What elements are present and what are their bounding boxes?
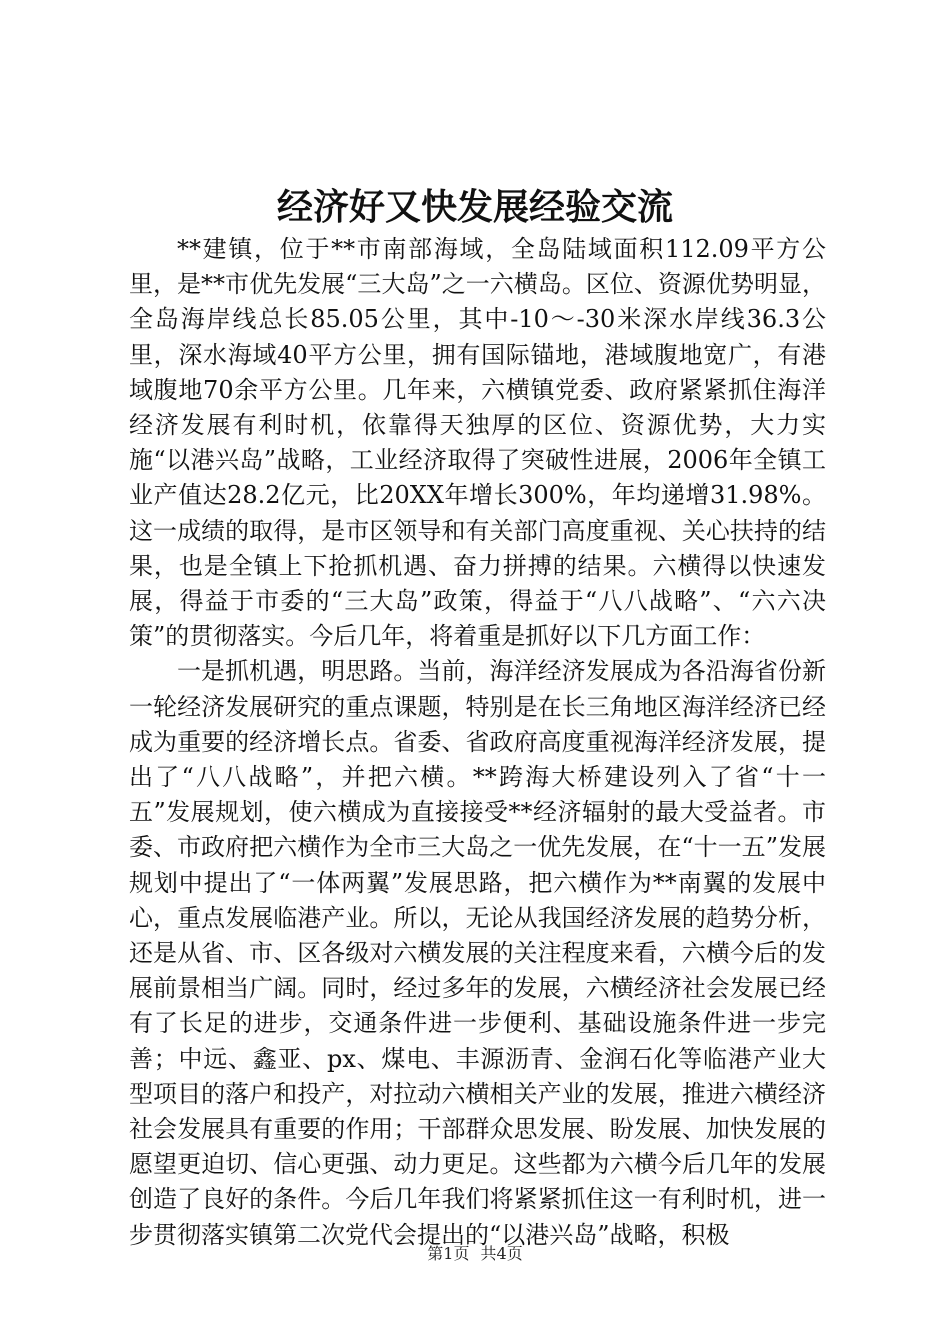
document-body bbox=[129, 232, 826, 1253]
page-number: 第1页 bbox=[427, 1244, 470, 1263]
paragraph: 一是抓机遇，明思路。当前，海洋经济发展成为各沿海省份新一轮经济发展研究的重点课题，特别是在长三角地区海洋经济已经成为重要的经济增长点。省委、省政府高度重视海洋经济发展，提出了“八八战略”，并把六横。**跨海大桥建设列入了省“十一五”发展规划，使六横成为直接接受**经济辐射的最大受益者。市委、市政府把六横作为全市三大岛之一优先发展，在“十一五”发展规划中提出了“一体两翼”发展思路，把六横作为**南翼的发展中心，重点发展临港产业。所以，无论从我国经济发展的趋势分析，还是从省、市、区各级对六横发展的关注程度来看，六横今后的发展前景相当广阔。同时，经过多年的发展，六横经济社会发展已经有了长足的进步，交通条件进一步便利、基础设施条件进一步完善；中远、鑫亚、px、煤电、丰源沥青、金润石化等临港产业大型项目的落户和投产，对拉动六横相关产业的发展，推进六横经济社会发展具有重要的作用；干部群众思发展、盼发展、加快发展的愿望更迫切、信心更强、动力更足。这些都为六横今后几年的发展创造了良好的条件。今后几年我们将紧紧抓住这一有利时机，进一步贯彻落实镇第二次党代会提出的“以港兴岛”战略，积极 bbox=[129, 657, 826, 1249]
page-footer bbox=[0, 1241, 950, 1264]
page-total: 共4页 bbox=[480, 1244, 523, 1263]
document-title: 经济好又快发展经验交流 bbox=[276, 186, 673, 228]
paragraph: **建镇，位于**市南部海域，全岛陆域面积112.09平方公里，是**市优先发展“三大岛”之一六横岛。区位、资源优势明显，全岛海岸线总长85.05公里，其中-10～-30米深水岸线36.3公里，深水海域40平方公里，拥有国际锚地，港域腹地宽广，有港域腹地70余平方公里。几年来，六横镇党委、政府紧紧抓住海洋经济发展有利时机，依靠得天独厚的区位、资源优势，大力实施“以港兴岛”战略，工业经济取得了突破性进展，2006年全镇工业产值达28.2亿元，比20XX年增长300%，年均递增31.98%。这一成绩的取得，是市区领导和有关部门高度重视、关心扶持的结果，也是全镇上下抢抓机遇、奋力拼搏的结果。六横得以快速发展，得益于市委的“三大岛”政策，得益于“八八战略”、“六六决策”的贯彻落实。今后几年，将着重是抓好以下几方面工作： bbox=[129, 235, 826, 651]
